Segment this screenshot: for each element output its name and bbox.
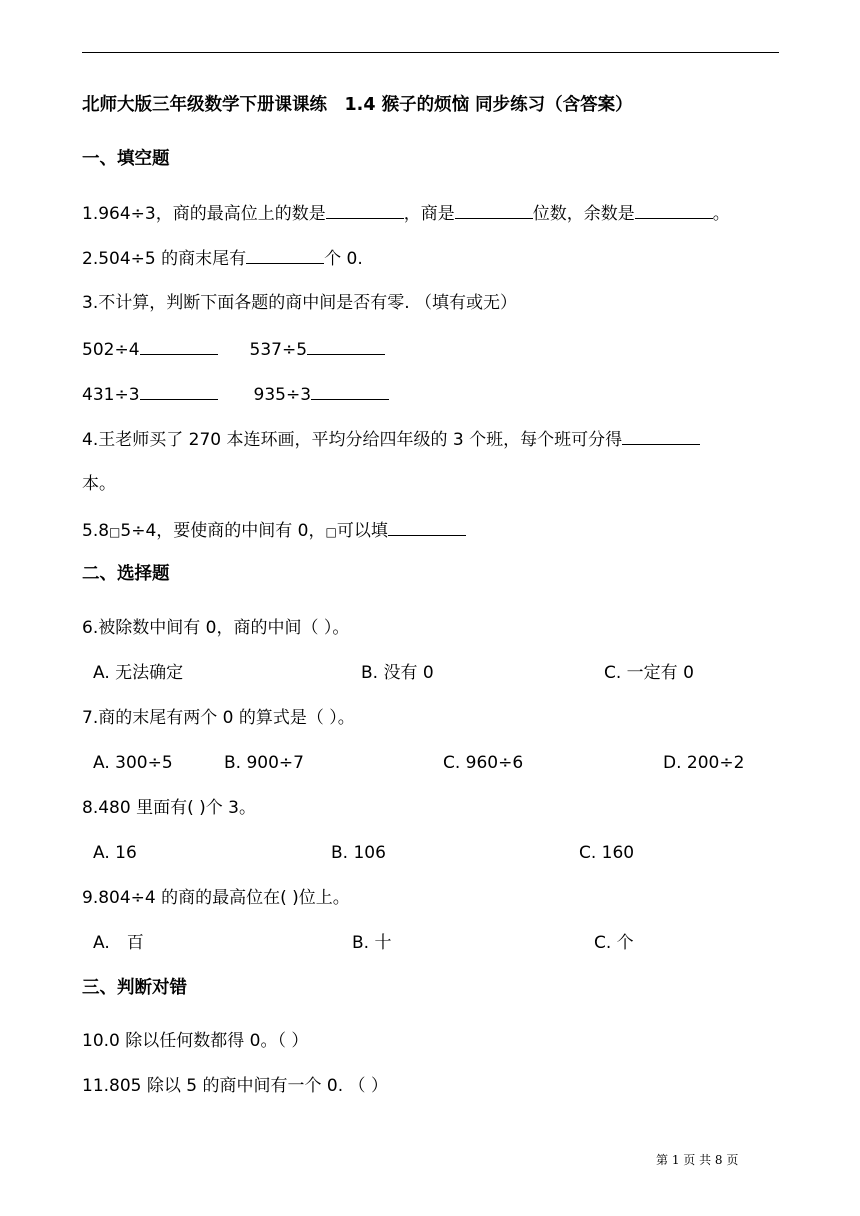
option-a[interactable]: A. 百 [93,933,144,953]
question-3: 3.不计算，判断下面各题的商中间是否有零. （填有或无） [82,293,518,313]
option-b[interactable]: B. 900÷7 [224,753,304,773]
option-a[interactable]: A. 无法确定 [93,663,184,683]
box-symbol: □ [109,525,121,539]
question-6: 6.被除数中间有 0，商的中间（ ）。 [82,618,350,638]
option-c[interactable]: C. 960÷6 [443,753,524,773]
option-c[interactable]: C. 160 [579,843,635,863]
page-number: 第 1 页 共 8 页 [656,1153,739,1167]
option-b[interactable]: B. 没有 0 [361,663,434,683]
question-8: 8.480 里面有( )个 3。 [82,798,256,818]
answer-blank[interactable] [307,338,385,355]
answer-blank[interactable] [388,519,466,536]
question-2: 2.504÷5 的商末尾有 个 0. [82,249,363,269]
section-multiple-choice: 二、选择题 [82,564,170,584]
option-b[interactable]: B. 十 [352,933,392,953]
answer-blank[interactable] [635,202,713,219]
section-true-false: 三、判断对错 [82,978,187,998]
answer-blank[interactable] [622,428,700,445]
question-10: 10.0 除以任何数都得 0。（ ） [82,1031,309,1051]
question-7: 7.商的末尾有两个 0 的算式是（ ）。 [82,708,355,728]
question-11: 11.805 除以 5 的商中间有一个 0. （ ） [82,1076,388,1096]
answer-blank[interactable] [455,202,533,219]
answer-blank[interactable] [311,383,389,400]
document-title: 北师大版三年级数学下册课课练 1.4 猴子的烦恼 同步练习（含答案） [82,95,633,115]
question-5: 5.8□5÷4，要使商的中间有 0，□可以填 [82,519,466,543]
question-3-row-1: 502÷4 537÷5 [82,338,385,361]
box-symbol: □ [325,525,337,539]
option-a[interactable]: A. 16 [93,843,137,863]
answer-blank[interactable] [246,247,324,264]
option-a[interactable]: A. 300÷5 [93,753,173,773]
question-9: 9.804÷4 的商的最高位在( )位上。 [82,888,350,908]
section-fill-in-blank: 一、填空题 [82,149,170,169]
answer-blank[interactable] [140,383,218,400]
question-1: 1.964÷3，商的最高位上的数是 ，商是 位数，余数是 。 [82,204,730,224]
option-d[interactable]: D. 200÷2 [663,753,745,773]
option-c[interactable]: C. 个 [594,933,634,953]
option-c[interactable]: C. 一定有 0 [604,663,694,683]
answer-blank[interactable] [140,338,218,355]
question-4: 4.王老师买了 270 本连环画，平均分给四年级的 3 个班，每个班可分得 [82,428,700,451]
question-4-continued: 本。 [82,474,116,494]
header-rule [82,52,779,53]
option-b[interactable]: B. 106 [331,843,386,863]
question-3-row-2: 431÷3 935÷3 [82,383,389,406]
answer-blank[interactable] [326,202,404,219]
